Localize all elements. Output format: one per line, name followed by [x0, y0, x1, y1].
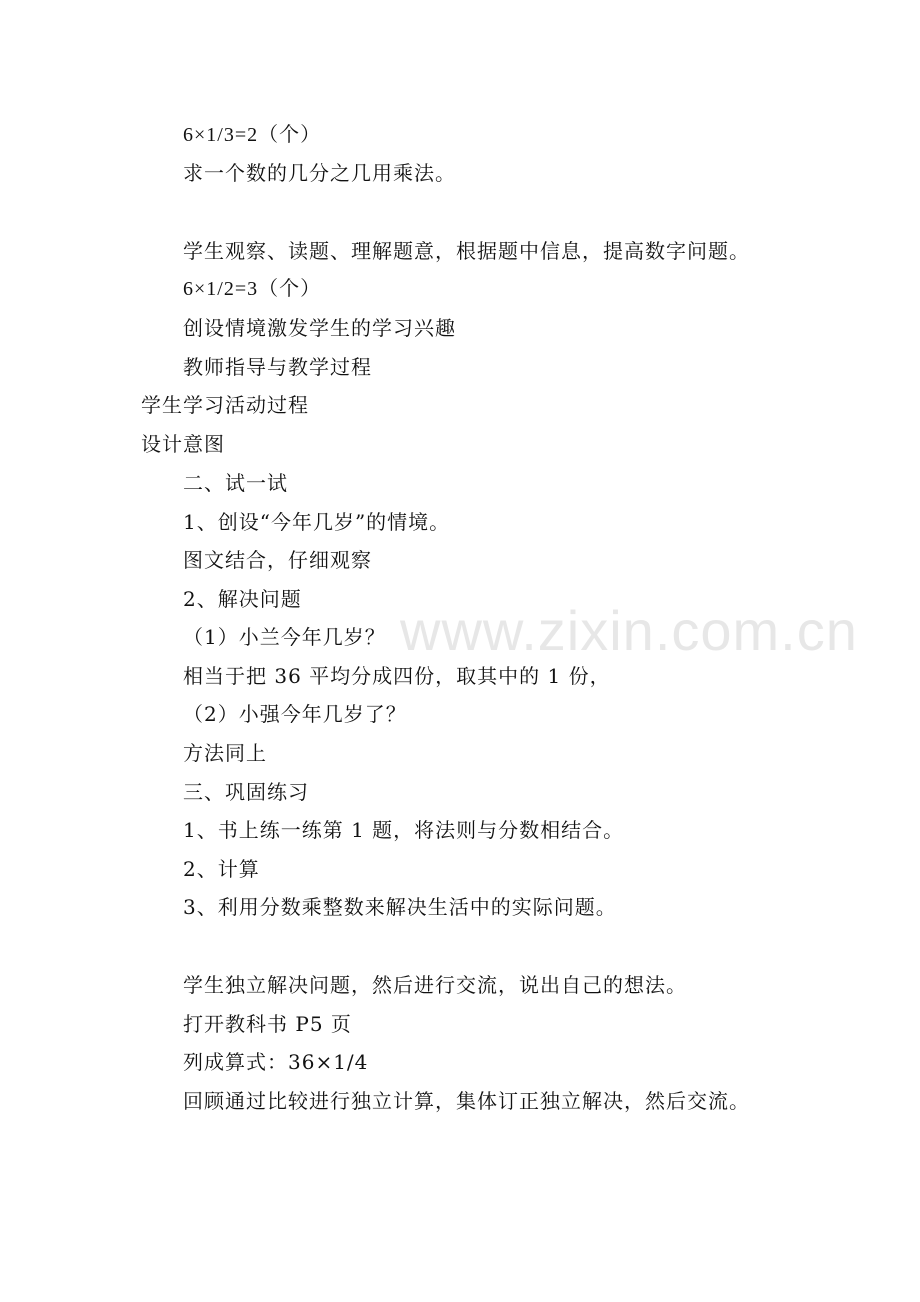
text-line: 相当于把 36 平均分成四份，取其中的 1 份， [183, 664, 611, 688]
text-line: 学生独立解决问题，然后进行交流，说出自己的想法。 [183, 973, 687, 997]
text-line: 6×1/2=3（个） [183, 278, 322, 300]
section-heading: 二、试一试 [183, 471, 288, 495]
text-line: 3、利用分数乘整数来解决生活中的实际问题。 [183, 895, 617, 919]
text-line: 教师指导与教学过程 [183, 355, 372, 379]
text-line: 打开教科书 P5 页 [183, 1012, 352, 1036]
text-line: 设计意图 [141, 432, 225, 456]
text-line: 学生学习活动过程 [141, 393, 309, 417]
text-line: （1）小兰今年几岁？ [183, 625, 386, 649]
section-heading: 三、巩固练习 [183, 780, 309, 804]
text-line: 方法同上 [183, 741, 267, 765]
text-line: 学生观察、读题、理解题意，根据题中信息，提高数字问题。 [183, 239, 750, 263]
text-line: （2）小强今年几岁了？ [183, 702, 407, 726]
text-line: 1、创设“今年几岁”的情境。 [183, 510, 451, 534]
text-line: 求一个数的几分之几用乘法。 [183, 161, 456, 185]
text-line: 2、计算 [183, 857, 260, 881]
text-line: 回顾通过比较进行独立计算，集体订正独立解决，然后交流。 [183, 1089, 750, 1113]
text-line: 图文结合，仔细观察 [183, 548, 372, 572]
text-line: 6×1/3=2（个） [183, 124, 322, 146]
text-line: 列成算式：36×1/4 [183, 1050, 369, 1074]
text-line: 1、书上练一练第 1 题，将法则与分数相结合。 [183, 818, 625, 842]
watermark: www.zixin.com.cn [400, 599, 858, 662]
text-line: 2、解决问题 [183, 587, 302, 611]
text-line: 创设情境激发学生的学习兴趣 [183, 316, 456, 340]
